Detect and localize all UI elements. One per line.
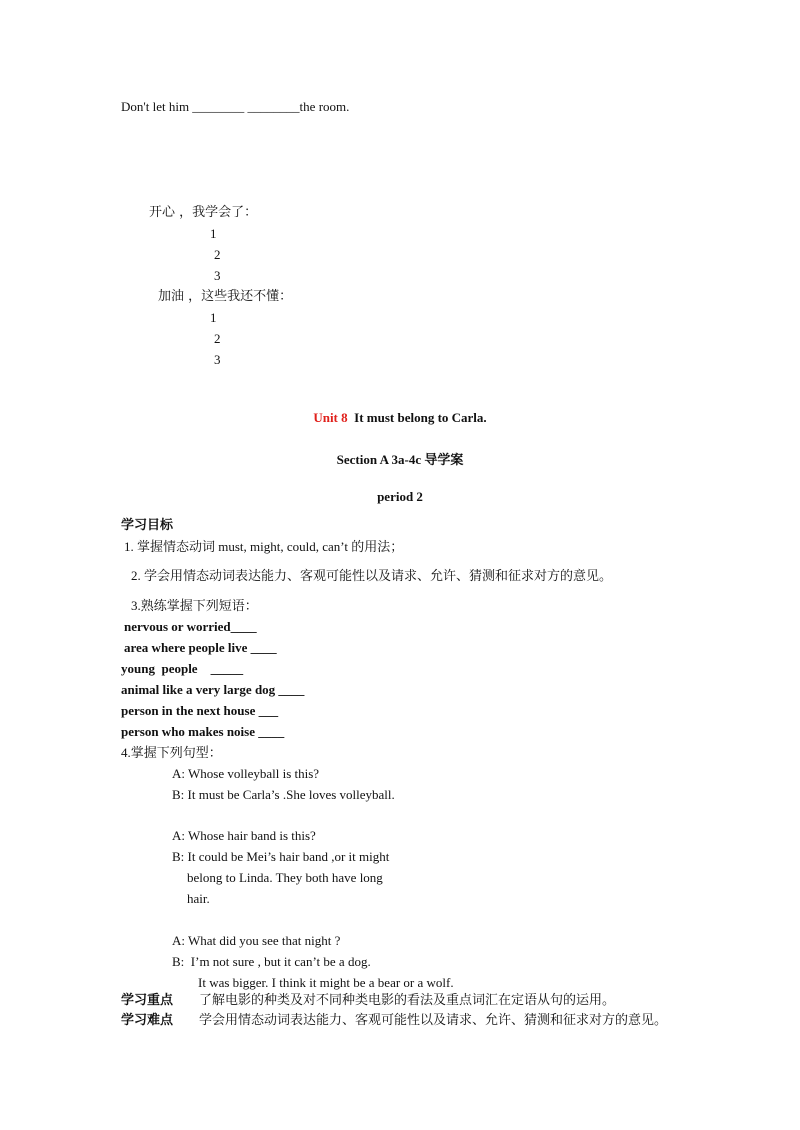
unit-title-text: It must belong to Carla. — [354, 410, 487, 425]
not-understood-item-1: 1 — [210, 310, 217, 325]
objective-3: 3.熟练掌握下列短语： — [131, 598, 258, 613]
phrase-4: animal like a very large dog ____ — [121, 682, 305, 697]
objective-2: 2. 学会用情态动词表达能力、客观可能性以及请求、允许、猜测和征求对方的意见。 — [131, 568, 613, 583]
exercise-sentence: Don't let him ________ ________the room. — [121, 99, 350, 114]
key-points-text: 了解电影的种类及对不同种类电影的看法及重点词汇在定语从句的运用。 — [199, 993, 616, 1008]
difficulties-text: 学会用情态动词表达能力、客观可能性以及请求、允许、猜测和征求对方的意见。 — [199, 1013, 668, 1028]
difficulties-label: 学习难点 — [121, 1013, 174, 1028]
dialogue-2-b-line2: belong to Linda. They both have long — [187, 870, 383, 885]
learned-item-1: 1 — [210, 226, 217, 241]
learned-item-2: 2 — [214, 247, 221, 262]
phrase-5: person in the next house ___ — [121, 703, 279, 718]
objective-4: 4.掌握下列句型： — [121, 745, 222, 760]
phrase-1: nervous or worried____ — [124, 619, 257, 634]
not-understood-item-3: 3 — [214, 352, 221, 367]
not-understood-item-2: 2 — [214, 331, 221, 346]
unit-number: Unit 8 — [313, 410, 348, 425]
period-title: period 2 — [377, 489, 423, 504]
dialogue-3-a: A: What did you see that night ? — [172, 933, 341, 948]
dialogue-3-b-line1: B: I’m not sure , but it can’t be a dog. — [172, 954, 371, 969]
key-points-label: 学习重点 — [121, 993, 174, 1008]
dialogue-3-b-line2: It was bigger. I think it might be a bear or a wolf. — [198, 975, 454, 990]
section-title: Section A 3a-4c 导学案 — [336, 452, 464, 467]
learned-item-3: 3 — [214, 268, 221, 283]
learned-label: 开心 ，我学会了： — [149, 205, 258, 220]
unit-title — [0, 410, 800, 426]
dialogue-2-b-line3: hair. — [187, 891, 210, 906]
dialogue-2-a: A: Whose hair band is this? — [172, 828, 316, 843]
objectives-heading: 学习目标 — [121, 518, 174, 533]
phrase-2: area where people live ____ — [124, 640, 277, 655]
phrase-3: young people _____ — [121, 661, 244, 676]
phrase-6: person who makes noise ____ — [121, 724, 285, 739]
not-understood-label: 加油 ，这些我还不懂： — [158, 289, 293, 304]
dialogue-1-a: A: Whose volleyball is this? — [172, 766, 320, 781]
objective-1: 1. 掌握情态动词 must, might, could, can’t 的用法； — [124, 539, 404, 554]
dialogue-1-b: B: It must be Carla’s .She loves volleyball. — [172, 787, 395, 802]
dialogue-2-b-line1: B: It could be Mei’s hair band ,or it might — [172, 849, 390, 864]
